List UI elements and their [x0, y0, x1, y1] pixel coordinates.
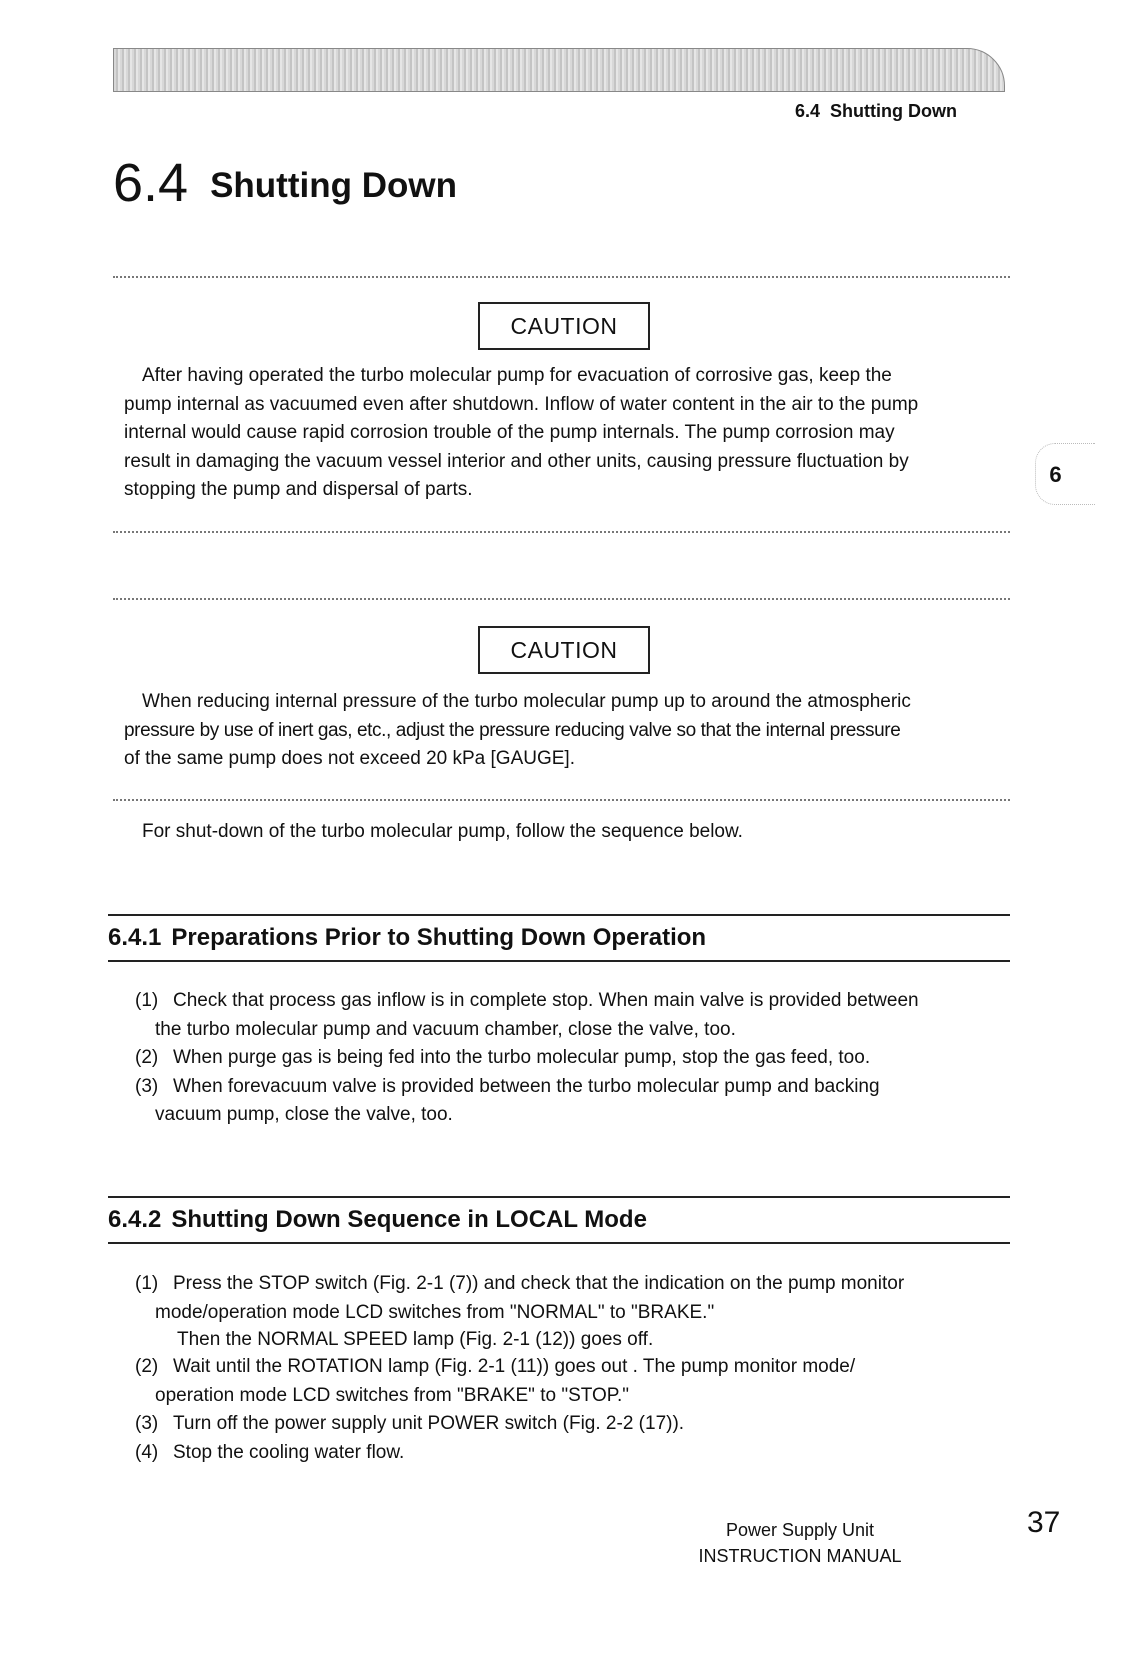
caution1-bottom-rule: [113, 531, 1010, 533]
caution2-line: pressure by use of inert gas, etc., adjust the pressure reducing valve so that the internal pressure: [124, 719, 901, 741]
caution1-line: internal would cause rapid corrosion trouble of the pump internals. The pump corrosion may: [124, 422, 895, 443]
list-item: [135, 1439, 1015, 1468]
footer-product: Power Supply Unit: [725, 1520, 875, 1540]
list-item-text: mode/operation mode LCD switches from "NORMAL" to "BRAKE.": [155, 1301, 715, 1323]
section1-list: [135, 987, 1015, 1130]
list-item-text: operation mode LCD switches from "BRAKE" to "STOP.": [155, 1384, 630, 1406]
page-number: 37: [1027, 1506, 1061, 1539]
list-item-text: Check that process gas inflow is in complete stop. When main valve is provided between: [173, 990, 919, 1011]
list-item: [135, 1073, 1015, 1130]
caution1-top-rule: [113, 276, 1010, 278]
caution1-line: pump internal as vacuumed even after shutdown. Inflow of water content in the air to the pump: [124, 393, 919, 415]
section-number: 6.4.1: [108, 924, 162, 951]
running-header-title: Shutting Down: [830, 101, 957, 121]
list-item-text: Turn off the power supply unit POWER switch (Fig. 2-2 (17)).: [173, 1413, 685, 1434]
list-item-text: the turbo molecular pump and vacuum chamber, close the valve, too.: [155, 1018, 736, 1040]
list-item-number: (1): [135, 1273, 159, 1294]
section-number: 6.4.2: [108, 1206, 162, 1233]
list-item: [135, 987, 1015, 1044]
caution1-line: stopping the pump and dispersal of parts.: [124, 479, 473, 500]
header-band: [113, 48, 1005, 92]
caution2-top-rule: [113, 598, 1010, 600]
footer-manual: INSTRUCTION MANUAL: [698, 1546, 902, 1566]
list-item-number: (1): [135, 990, 159, 1011]
list-item-number: (4): [135, 1441, 159, 1463]
list-item-text: Wait until the ROTATION lamp (Fig. 2-1 (11)) goes out . The pump monitor mode/: [173, 1356, 856, 1377]
list-item-number: (2): [135, 1356, 159, 1377]
list-item-number: (3): [135, 1075, 159, 1097]
caution1-text: [124, 362, 1022, 505]
running-header-number: 6.4: [795, 101, 821, 121]
list-item-text: vacuum pump, close the valve, too.: [155, 1104, 453, 1125]
caution1-line: After having operated the turbo molecular pump for evacuation of corrosive gas, keep the: [142, 365, 892, 386]
caution1-label-box: [478, 302, 650, 350]
caution2-line: When reducing internal pressure of the turbo molecular pump up to around the atmospheric: [142, 691, 911, 712]
caution2-bottom-rule: [113, 799, 1010, 801]
list-item-text: Press the STOP switch (Fig. 2-1 (7)) and check that the indication on the pump monitor: [173, 1273, 905, 1294]
caution1-label: CAUTION: [510, 313, 618, 339]
list-item-text: Stop the cooling water flow.: [173, 1441, 405, 1463]
chapter-tab-number: 6: [1049, 462, 1062, 487]
list-item: [135, 1044, 1015, 1073]
list-item: [135, 1410, 1015, 1439]
caution2-label: CAUTION: [510, 637, 618, 663]
list-item-text: When purge gas is being fed into the turbo molecular pump, stop the gas feed, too.: [173, 1047, 871, 1068]
list-item-text: When forevacuum valve is provided between the turbo molecular pump and backing: [173, 1075, 880, 1097]
list-item-number: (3): [135, 1413, 159, 1434]
page-title: [113, 152, 457, 214]
list-item: [135, 1270, 1015, 1353]
page-title-number: 6.4: [113, 153, 189, 213]
caution1-line: result in damaging the vacuum vessel interior and other units, causing pressure fluctuation by: [124, 450, 909, 472]
section-title: Preparations Prior to Shutting Down Operation: [171, 924, 707, 951]
footer: [665, 1517, 935, 1569]
chapter-tab: [1035, 443, 1095, 505]
list-item-number: (2): [135, 1047, 159, 1068]
section-title: Shutting Down Sequence in LOCAL Mode: [171, 1206, 647, 1233]
page-title-text: Shutting Down: [210, 166, 457, 205]
list-item-text: Then the NORMAL SPEED lamp (Fig. 2-1 (12)) goes off.: [177, 1329, 654, 1350]
intro-text: For shut-down of the turbo molecular pump, follow the sequence below.: [142, 821, 743, 842]
caution2-line: of the same pump does not exceed 20 kPa [GAUGE].: [124, 748, 575, 769]
list-item: [135, 1353, 1015, 1410]
caution2-label-box: [478, 626, 650, 674]
section-6-4-2-heading: [108, 1196, 1010, 1244]
caution2-text: [124, 688, 1022, 774]
section2-list: [135, 1270, 1015, 1467]
running-header: [795, 101, 957, 122]
section-6-4-1-heading: [108, 914, 1010, 962]
